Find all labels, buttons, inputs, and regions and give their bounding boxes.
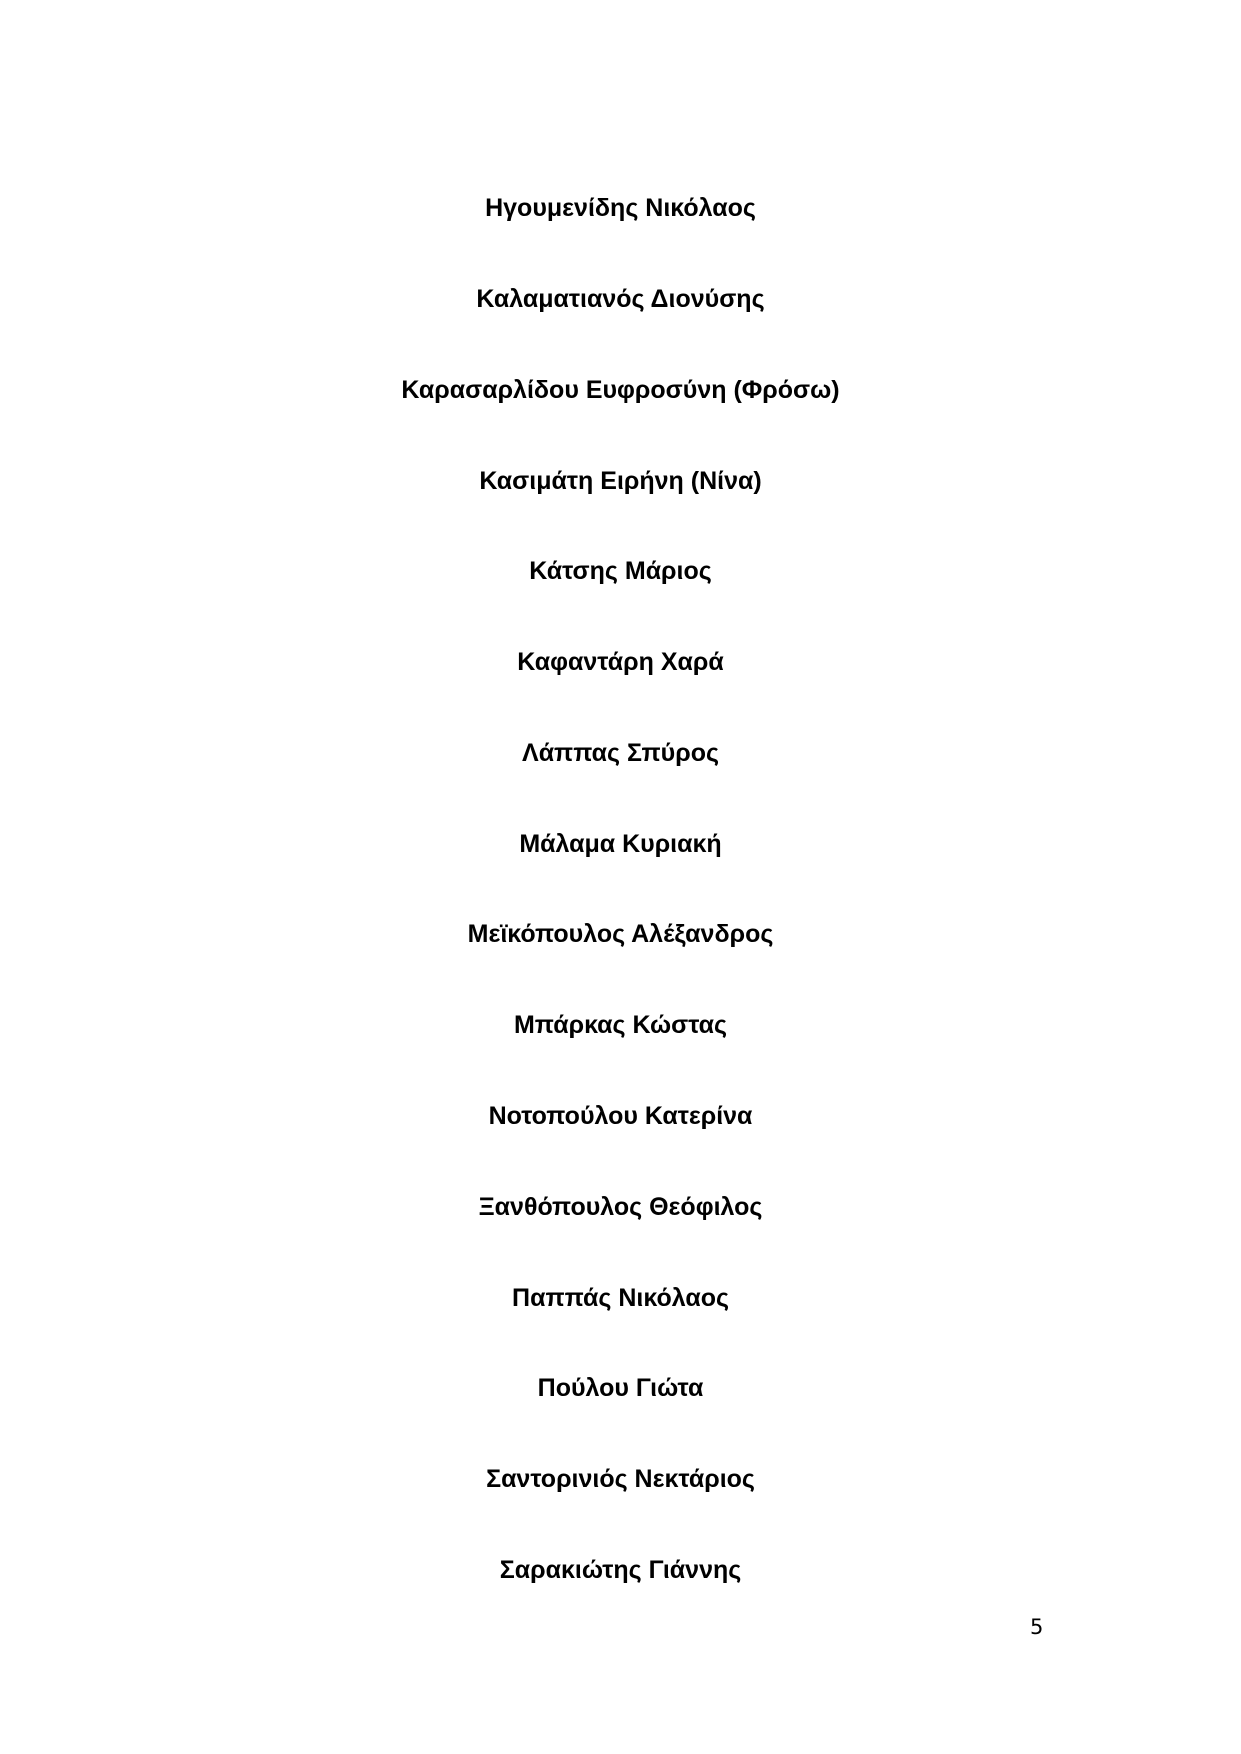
name-item: Σαντορινιός Νεκτάριος: [486, 1465, 755, 1493]
name-item: Σαρακιώτης Γιάννης: [499, 1556, 742, 1584]
name-item: Πούλου Γιώτα: [537, 1374, 704, 1402]
name-item: Λάππας Σπύρος: [522, 739, 719, 767]
name-item: Καλαματιανός Διονύσης: [476, 285, 765, 313]
name-item: Καφαντάρη Χαρά: [517, 648, 724, 676]
name-item: Μεϊκόπουλος Αλέξανδρος: [467, 920, 774, 948]
name-item: Καρασαρλίδου Ευφροσύνη (Φρόσω): [401, 376, 840, 404]
name-item: Νοτοπούλου Κατερίνα: [488, 1102, 753, 1130]
name-item: Κάτσης Μάριος: [529, 557, 712, 585]
name-item: Μάλαμα Κυριακή: [519, 830, 722, 858]
name-item: Κασιμάτη Ειρήνη (Νίνα): [479, 467, 762, 495]
name-item: Ξανθόπουλος Θεόφιλος: [478, 1193, 763, 1221]
name-item: Μπάρκας Κώστας: [513, 1011, 728, 1039]
page-number: 5: [1030, 1615, 1044, 1639]
name-item: Παππάς Νικόλαος: [512, 1284, 729, 1312]
name-item: Ηγουμενίδης Νικόλαος: [485, 194, 756, 222]
